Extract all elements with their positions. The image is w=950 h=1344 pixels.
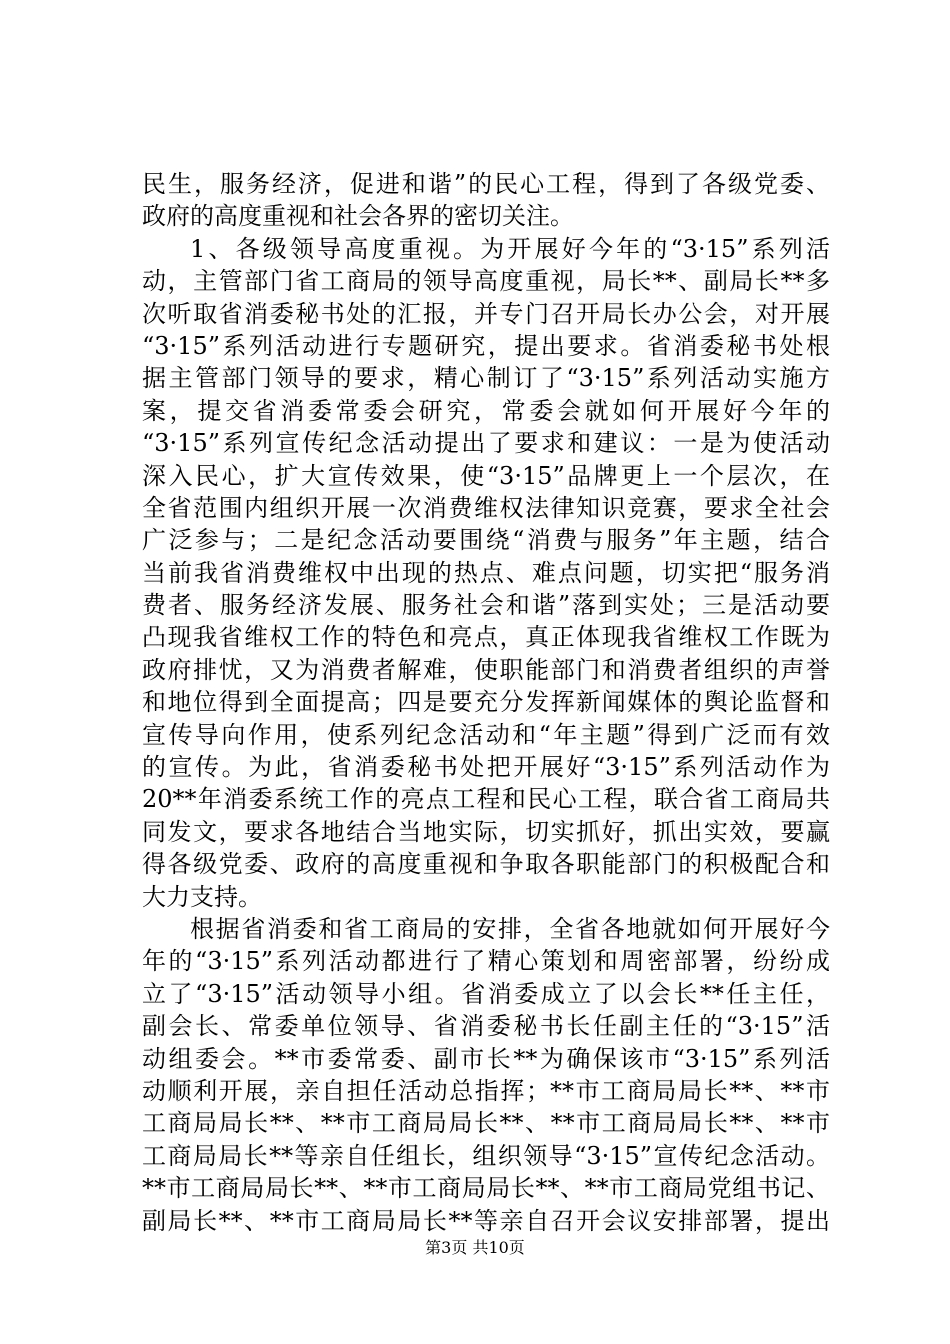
text-line: 政府排忧，又为消费者解难，使职能部门和消费者组织的声誉 bbox=[142, 655, 830, 684]
text-line: 副局长**、**市工商局局长**等亲自召开会议安排部署，提出 bbox=[142, 1206, 830, 1235]
text-line: 政府的高度重视和社会各界的密切关注。 bbox=[142, 202, 574, 231]
text-line: 全省范围内组织开展一次消费维权法律知识竞赛，要求全社会 bbox=[142, 493, 830, 522]
text-line: 工商局局长**等亲自任组长，组织领导“3·15”宣传纪念活动。 bbox=[142, 1141, 830, 1170]
text-line: 同发文，要求各地结合当地实际，切实抓好，抓出实效，要赢 bbox=[142, 817, 830, 846]
text-line: “3·15”系列活动进行专题研究，提出要求。省消委秘书处根 bbox=[142, 331, 830, 360]
text-line: 副会长、常委单位领导、省消委秘书长任副主任的“3·15”活 bbox=[142, 1012, 830, 1041]
text-line: 得各级党委、政府的高度重视和争取各职能部门的积极配合和 bbox=[142, 850, 830, 879]
text-line: 深入民心，扩大宣传效果，使“3·15”品牌更上一个层次，在 bbox=[142, 461, 830, 490]
text-line: 凸现我省维权工作的特色和亮点，真正体现我省维权工作既为 bbox=[142, 623, 830, 652]
text-line: 20**年消委系统工作的亮点工程和民心工程，联合省工商局共 bbox=[142, 785, 830, 814]
text-line: 的宣传。为此，省消委秘书处把开展好“3·15”系列活动作为 bbox=[142, 753, 830, 782]
text-line: 民生，服务经济，促进和谐”的民心工程，得到了各级党委、 bbox=[142, 170, 830, 198]
paragraph bbox=[142, 168, 830, 233]
text-line: 和地位得到全面提高；四是要充分发挥新闻媒体的舆论监督和 bbox=[142, 688, 830, 717]
text-line: **市工商局局长**、**市工商局局长**、**市工商局党组书记、 bbox=[142, 1174, 830, 1203]
text-line: 动组委会。**市委常委、副市长**为确保该市“3·15”系列活 bbox=[142, 1044, 830, 1073]
text-line: 工商局局长**、**市工商局局长**、**市工商局局长**、**市 bbox=[142, 1109, 830, 1138]
document-body bbox=[142, 168, 830, 1237]
text-line: 广泛参与；二是纪念活动要围绕“消费与服务”年主题，结合 bbox=[142, 526, 830, 555]
text-line: 年的“3·15”系列活动都进行了精心策划和周密部署，纷纷成 bbox=[142, 947, 830, 976]
text-line: 案，提交省消委常委会研究，常委会就如何开展好今年的 bbox=[142, 396, 830, 425]
text-line: 动顺利开展，亲自担任活动总指挥；**市工商局局长**、**市 bbox=[142, 1076, 830, 1105]
text-line: 费者、服务经济发展、服务社会和谐”落到实处；三是活动要 bbox=[142, 591, 830, 620]
text-line: “3·15”系列宣传纪念活动提出了要求和建议：一是为使活动 bbox=[142, 429, 830, 458]
text-line: 宣传导向作用，使系列纪念活动和“年主题”得到广泛而有效 bbox=[142, 720, 830, 749]
text-line: 动，主管部门省工商局的领导高度重视，局长**、副局长**多 bbox=[142, 267, 830, 296]
text-line: 立了“3·15”活动领导小组。省消委成立了以会长**任主任， bbox=[142, 979, 830, 1008]
text-line: 大力支持。 bbox=[142, 882, 262, 911]
text-line: 次听取省消委秘书处的汇报，并专门召开局长办公会，对开展 bbox=[142, 299, 830, 328]
page-number-footer: 第3页 共10页 bbox=[425, 1238, 525, 1257]
text-line: 据主管部门领导的要求，精心制订了“3·15”系列活动实施方 bbox=[142, 364, 830, 393]
text-line: 根据省消委和省工商局的安排，全省各地就如何开展好今 bbox=[190, 914, 830, 943]
paragraph bbox=[142, 913, 830, 1237]
text-line: 1、各级领导高度重视。为开展好今年的“3·15”系列活 bbox=[190, 234, 830, 263]
paragraph bbox=[142, 233, 830, 913]
text-line: 当前我省消费维权中出现的热点、难点问题，切实把“服务消 bbox=[142, 558, 830, 587]
